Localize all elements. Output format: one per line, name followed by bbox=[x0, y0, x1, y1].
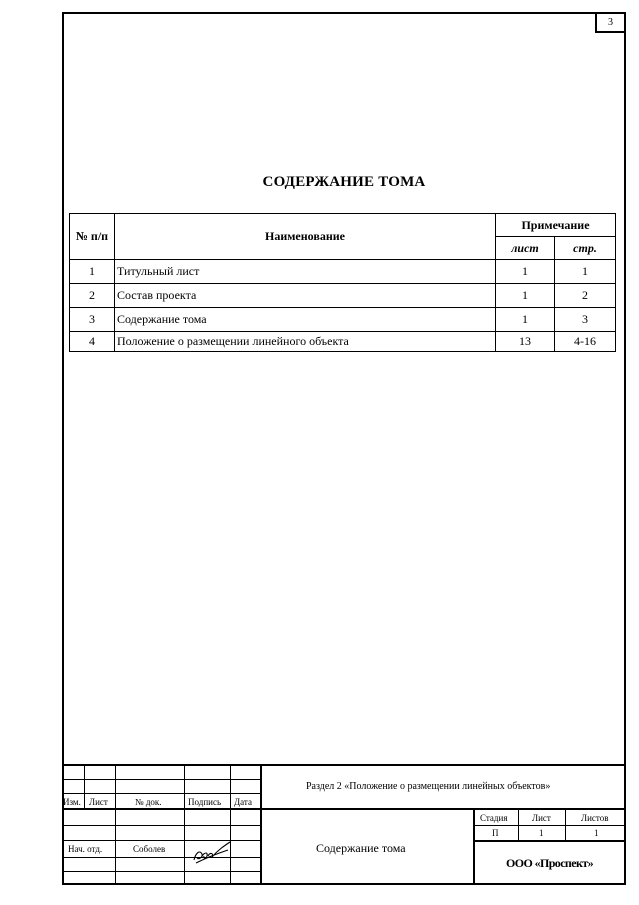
title-block bbox=[62, 764, 626, 885]
header-note: Примечание bbox=[496, 214, 616, 237]
table-header-row bbox=[70, 214, 616, 237]
row-name: Состав проекта bbox=[115, 284, 496, 308]
stamp-grid-line bbox=[62, 779, 261, 780]
stamp-stage-value: П bbox=[492, 828, 499, 838]
stamp-grid-line bbox=[62, 793, 261, 794]
stamp-grid-line bbox=[115, 764, 116, 885]
stamp-sheets-value: 1 bbox=[594, 828, 599, 838]
stamp-grid-line bbox=[565, 810, 566, 841]
row-page: 1 bbox=[555, 260, 616, 284]
row-sheet: 1 bbox=[496, 308, 555, 332]
stamp-sheet-label: Лист bbox=[532, 813, 551, 823]
table-row bbox=[70, 284, 616, 308]
stamp-label-izm: Изм. bbox=[63, 797, 81, 807]
row-page: 3 bbox=[555, 308, 616, 332]
stamp-stage-label: Стадия bbox=[480, 813, 508, 823]
stamp-grid-line bbox=[473, 810, 475, 885]
page-number: 3 bbox=[595, 12, 626, 33]
stamp-doc-title: Содержание тома bbox=[316, 841, 406, 855]
row-num: 4 bbox=[70, 332, 115, 352]
stamp-grid-line bbox=[184, 764, 185, 885]
row-sheet: 13 bbox=[496, 332, 555, 352]
row-num: 3 bbox=[70, 308, 115, 332]
stamp-grid-line bbox=[473, 825, 626, 826]
stamp-grid-line bbox=[62, 825, 261, 826]
stamp-head-dept-label: Нач. отд. bbox=[68, 844, 103, 854]
stamp-grid-line bbox=[518, 810, 519, 841]
stamp-sheet-value: 1 bbox=[539, 828, 544, 838]
row-num: 1 bbox=[70, 260, 115, 284]
stamp-label-date: Дата bbox=[234, 797, 252, 807]
signature-icon bbox=[190, 838, 232, 868]
row-page: 2 bbox=[555, 284, 616, 308]
page-title: СОДЕРЖАНИЕ ТОМА bbox=[262, 174, 426, 190]
stamp-sheets-label: Листов bbox=[581, 813, 609, 823]
header-num: № п/п bbox=[70, 214, 115, 260]
stamp-top-border bbox=[62, 764, 626, 766]
row-page: 4-16 bbox=[555, 332, 616, 352]
row-sheet: 1 bbox=[496, 284, 555, 308]
contents-table bbox=[69, 213, 616, 352]
stamp-head-dept-name: Соболев bbox=[133, 844, 166, 854]
page-frame bbox=[62, 12, 626, 885]
stamp-grid-line bbox=[62, 808, 626, 810]
row-name: Титульный лист bbox=[115, 260, 496, 284]
row-num: 2 bbox=[70, 284, 115, 308]
table-row bbox=[70, 260, 616, 284]
stamp-company: ООО «Проспект» bbox=[506, 856, 593, 870]
row-name: Содержание тома bbox=[115, 308, 496, 332]
row-name: Положение о размещении линейного объекта bbox=[115, 332, 496, 352]
stamp-grid-line bbox=[473, 840, 626, 842]
stamp-label-doc: № док. bbox=[135, 797, 162, 807]
stamp-grid-line bbox=[260, 764, 262, 885]
stamp-label-sign: Подпись bbox=[188, 797, 222, 807]
stamp-grid-line bbox=[84, 764, 85, 810]
header-page: стр. bbox=[555, 237, 616, 260]
stamp-section: Раздел 2 «Положение о размещении линейных объектов» bbox=[306, 781, 551, 792]
table-row bbox=[70, 308, 616, 332]
stamp-grid-line bbox=[62, 871, 261, 872]
stamp-label-list: Лист bbox=[89, 797, 108, 807]
row-sheet: 1 bbox=[496, 260, 555, 284]
header-name: Наименование bbox=[115, 214, 496, 260]
header-sheet: лист bbox=[496, 237, 555, 260]
table-row bbox=[70, 332, 616, 352]
